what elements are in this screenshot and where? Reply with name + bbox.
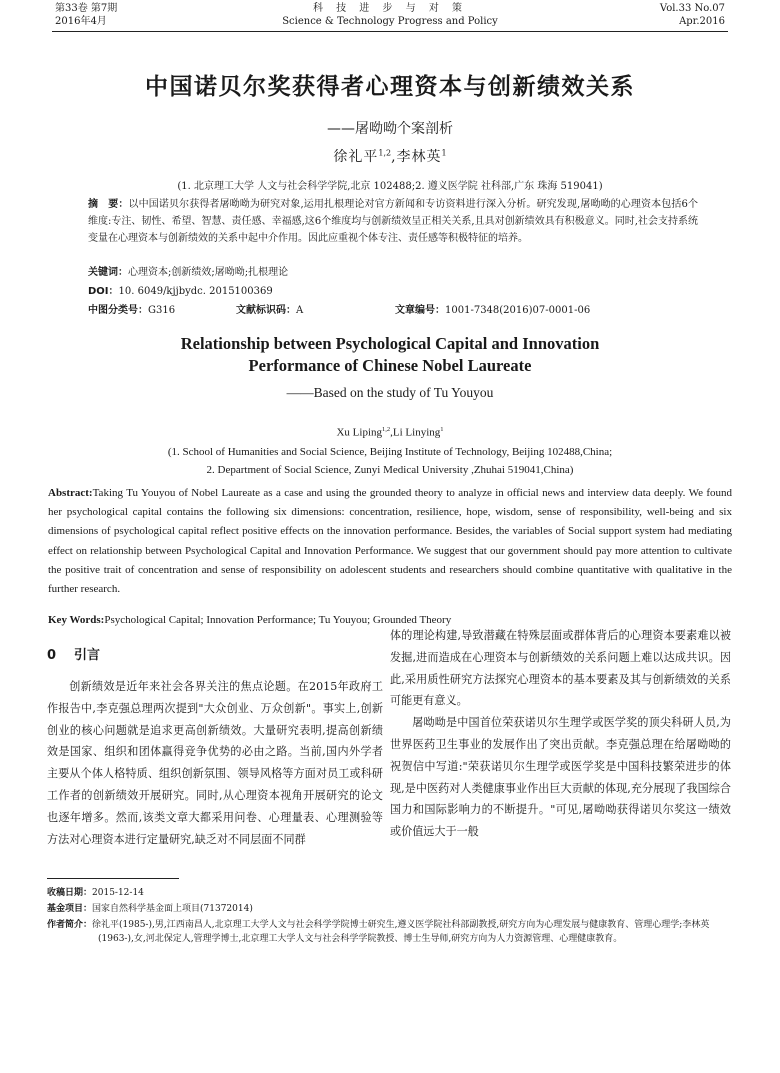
affiliation-zh: (1. 北京理工大学 人文与社会科学学院,北京 102488;2. 遵义医学院 社科部,广东 珠海 519041)	[177, 181, 603, 192]
author-separator-en: ,	[390, 426, 393, 439]
doc-code	[236, 304, 303, 318]
author-1-affil-en: 1,2	[382, 426, 391, 433]
keywords-zh	[88, 266, 288, 280]
section-heading	[47, 644, 100, 663]
header-rule	[52, 31, 728, 32]
author-1-zh: 徐礼平	[333, 149, 379, 165]
footnote-fund	[47, 902, 737, 916]
journal-name-zh: 科 技 进 步 与 对 策	[312, 3, 468, 14]
article-number-label: 文章编号：	[395, 305, 445, 316]
section-title: 引言	[74, 648, 101, 663]
abstract-text-en: Taking Tu Youyou of Nobel Laureate as a case and using the grounded theory to analyze in official news and interview data deeply. We found her psychological capital contains the following six dimensions: concentration, resilience, hope, wisdom, sense of responsibility, well-being and six dimensions of psychological capital reflect positive effects on the innovation performance. Besides, the variables of Social support system had mediating effect on relationship between Psychological Capital and Innovation Performance. We suggest that our government should pay more attention to cultivate the positive trait of concentration and sense of responsibility on adolescent students and researchers should combine quantitative with qualitative in the further research.	[48, 487, 732, 596]
authors-en	[0, 426, 780, 439]
paper-subtitle-zh: ——屠呦呦个案剖析	[327, 121, 453, 137]
paper-title-en	[0, 333, 780, 377]
footnote-authors	[47, 918, 737, 946]
journal-name-en: Science & Technology Progress and Policy	[282, 16, 498, 27]
abstract-zh	[88, 196, 698, 247]
date-zh: 2016年4月	[55, 16, 107, 27]
title-en-line-2: Performance of Chinese Nobel Laureate	[248, 356, 532, 375]
doi-label: DOI：	[88, 286, 119, 297]
article-number-value: 1001-7348(2016)07-0001-06	[445, 305, 591, 316]
keywords-label-en: Key Words:	[48, 614, 105, 626]
affiliation-en-line-1: (1. School of Humanities and Social Science, Beijing Institute of Technology, Beijing 102488,China;	[167, 446, 613, 458]
body-column-left	[47, 676, 383, 850]
author-2-zh: 李林英	[396, 149, 442, 165]
abstract-en	[48, 484, 732, 599]
paper-subtitle-en: ——Based on the study of Tu Youyou	[286, 385, 494, 400]
keywords-text-en: Psychological Capital; Innovation Performance; Tu Youyou; Grounded Theory	[104, 614, 452, 626]
body-paragraph: 屠呦呦是中国首位荣获诺贝尔生理学或医学奖的顶尖科研人员,为世界医药卫生事业的发展作出了突出贡献。李克强总理在给屠呦呦的祝贺信中写道:"荣获诺贝尔生理学或医学奖是中国科技繁荣进步的体现,是中医药对人类健康事业作出巨大贡献的体现,充分展现了我国综合国力和国际影响力的不断提升。"可见,屠呦呦获得诺贝尔奖这一绩效或价值远大于一般	[390, 716, 731, 839]
classification-row	[88, 304, 698, 318]
date-en: Apr.2016	[679, 16, 725, 27]
abstract-label-en: Abstract:	[48, 487, 93, 499]
fund-label: 基金项目：	[47, 904, 93, 914]
body-column-right	[390, 625, 731, 843]
paper-title-zh: 中国诺贝尔奖获得者心理资本与创新绩效关系	[145, 74, 635, 100]
clc-label: 中图分类号：	[88, 305, 148, 316]
clc-value: G316	[148, 305, 176, 316]
author-separator-zh: ,	[391, 149, 397, 165]
doi-value: 10. 6049/kjjbydc. 2015100369	[118, 286, 273, 297]
keywords-label-zh: 关键词：	[88, 267, 128, 278]
author-2-en: Li Linying	[392, 426, 441, 439]
running-header	[0, 2, 780, 32]
doc-code-label: 文献标识码：	[236, 305, 296, 316]
doi	[88, 285, 273, 299]
author-2-affil-zh: 1	[441, 148, 447, 158]
keywords-text-zh: 心理资本;创新绩效;屠呦呦;扎根理论	[128, 267, 289, 278]
footnote-rule	[47, 878, 179, 879]
affiliation-en-line-2: 2. Department of Social Science, Zunyi Medical University ,Zhuhai 519041,China)	[206, 464, 574, 476]
body-paragraph: 创新绩效是近年来社会各界关注的焦点论题。在2015年政府工作报告中,李克强总理两次提到"大众创业、万众创新"。事实上,创新创业的核心问题就是追求更高创新绩效。大量研究表明,提高创新绩效是国家、组织和团体赢得竞争优势的必由之路。当前,国内外学者主要从个体人格特质、组织创新氛围、领导风格等方面对员工或科研工作者的创新绩效开展研究。同时,从心理资本视角开展研究的论文也逐年增多。然而,该类文章大都采用问卷、心理量表、心理测验等方法对心理资本进行定量研究,缺乏对不同层面不同群	[47, 680, 383, 846]
author-bio-text: 徐礼平(1985-),男,江西南昌人,北京理工大学人文与社会科学学院博士研究生,遵义医学院社科部副教授,研究方向为心理发展与健康教育、管理心理学;李林英(1963-),女,河北保定人,管理学博士,北京理工大学人文与社会科学学院教授、博士生导师,研究方向为人力资源管理、心理健康教育。	[92, 920, 710, 944]
header-right	[660, 2, 725, 28]
volume-en: Vol.33 No.07	[659, 3, 725, 14]
section-number: 0	[47, 648, 57, 663]
received-value: 2015-12-14	[92, 888, 144, 898]
abstract-text-zh: 以中国诺贝尔获得者屠呦呦为研究对象,运用扎根理论对官方新闻和专访资料进行深入分析。研究发现,屠呦呦的心理资本包括6个维度:专注、韧性、希望、智慧、责任感、幸福感,这6个维度均与创新绩效呈正相关关系,且具对创新绩效具有积极意义。同时,社会支持系统变量在心理资本与创新绩效的关系中起中介作用。因此应重视个体专注、责任感等积极特征的培养。	[88, 199, 698, 244]
footnote-authors-body	[47, 918, 737, 946]
body-paragraph-continued: 体的理论构建,导致潜藏在特殊层面或群体背后的心理资本要素难以被发掘,进而造成在心理资本与创新绩效的关系问题上难以达成共识。因此,采用质性研究方法探究心理资本的基本要素及其与创新绩效的关系可能更有意义。	[390, 629, 731, 708]
author-1-en: Xu Liping	[336, 426, 383, 439]
title-en-line-1: Relationship between Psychological Capital and Innovation	[180, 334, 600, 353]
abstract-label-zh: 摘 要：	[88, 199, 129, 210]
issue-zh: 第33卷 第7期	[55, 3, 118, 14]
doc-code-value: A	[296, 305, 304, 316]
fund-value: 国家自然科学基金面上项目(71372014)	[92, 904, 253, 914]
article-number	[395, 304, 590, 318]
author-2-affil-en: 1	[440, 426, 444, 433]
author-1-affil-zh: 1,2	[378, 148, 392, 158]
footnote-received	[47, 886, 737, 900]
author-bio-label: 作者简介：	[47, 920, 93, 930]
received-label: 收稿日期：	[47, 888, 93, 898]
authors-zh	[0, 146, 780, 166]
